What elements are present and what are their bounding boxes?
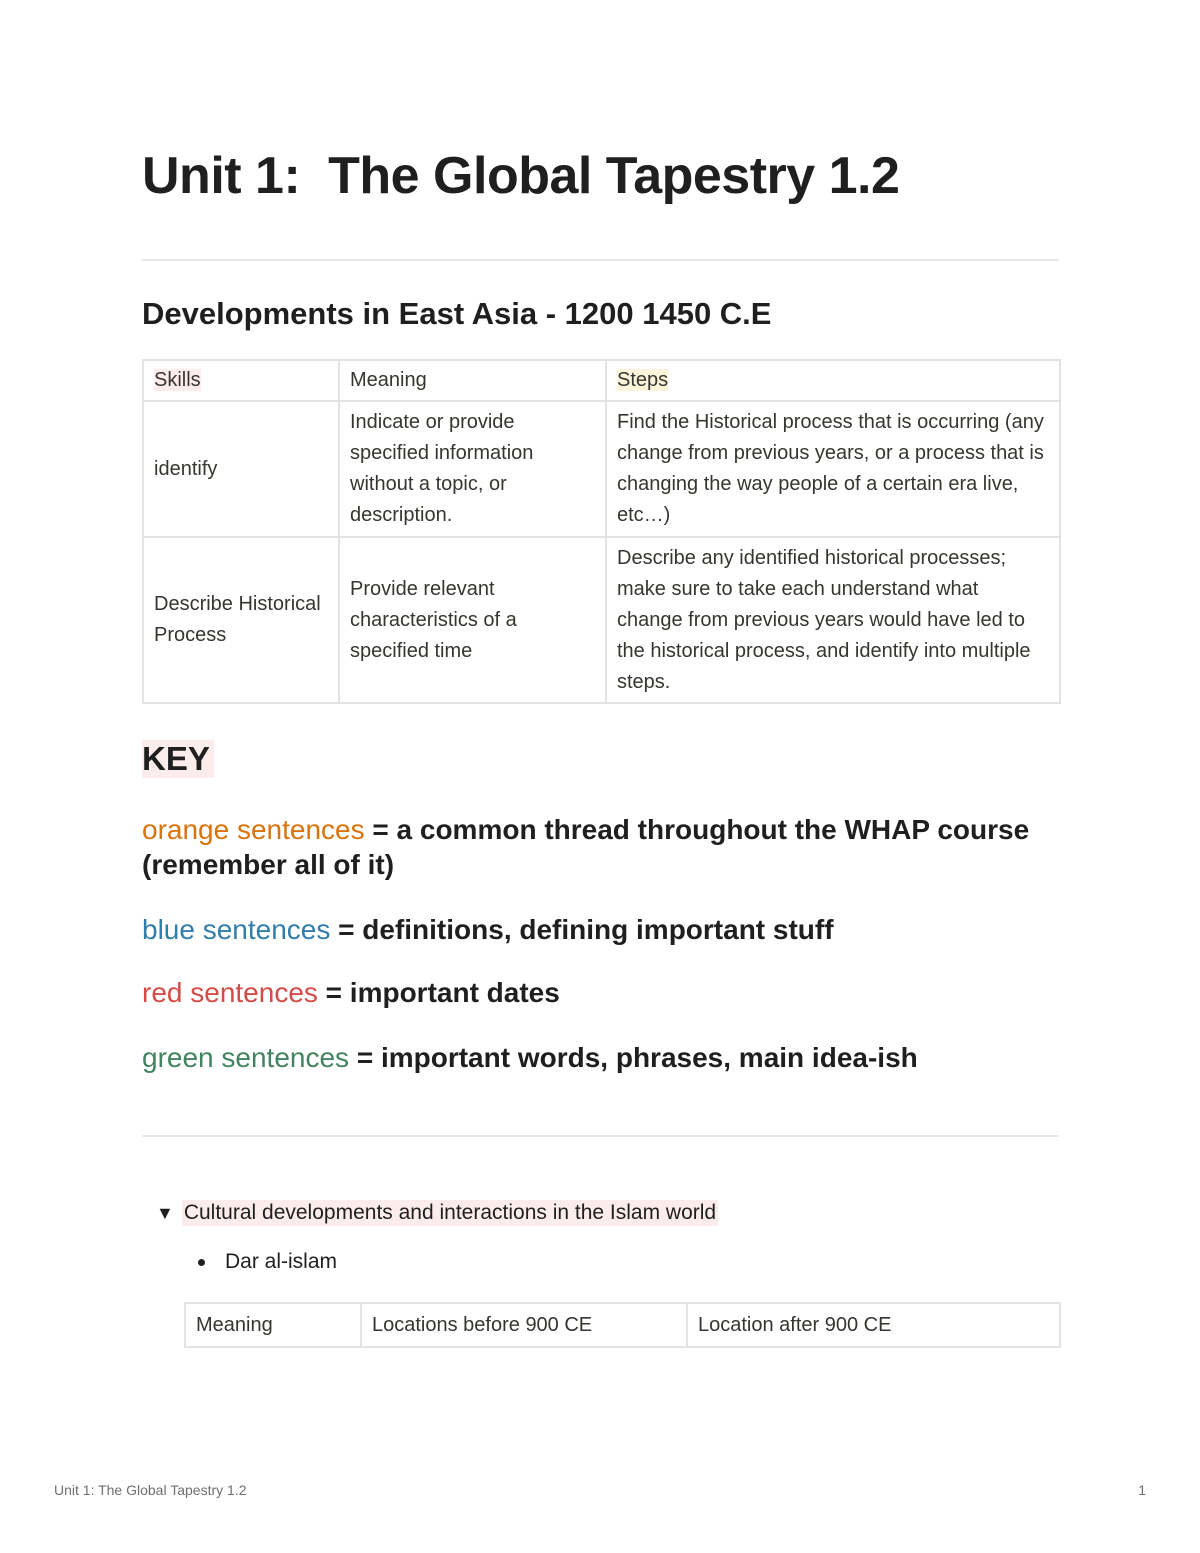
divider — [142, 1135, 1059, 1137]
key-heading: KEY — [142, 740, 214, 778]
divider — [142, 259, 1059, 261]
header-locations-before: Locations before 900 CE — [361, 1303, 687, 1347]
page-number: 1 — [1138, 1482, 1146, 1498]
table-header-row — [185, 1303, 1060, 1347]
steps-cell: Describe any identified historical processes; make sure to take each understand what change from previous years would have led to the historical process, and identify into multiple steps. — [606, 537, 1060, 703]
key-colored-label: green sentences — [142, 1042, 350, 1073]
footer-title: Unit 1: The Global Tapestry 1.2 — [54, 1482, 247, 1498]
meaning-cell: Indicate or provide specified information without a topic, or description. — [339, 401, 606, 537]
header-skills: Skills — [154, 369, 201, 391]
dar-al-islam-table — [184, 1302, 1061, 1348]
key-colored-label: orange sentences — [142, 814, 365, 845]
header-meaning: Meaning — [185, 1303, 361, 1347]
steps-cell: Find the Historical process that is occurring (any change from previous years, or a process that is changing the way people of a certain era live, etc…) — [606, 401, 1060, 537]
key-description: = definitions, defining important stuff — [330, 914, 834, 945]
key-item-green — [142, 1040, 1059, 1075]
key-description: = important dates — [317, 977, 560, 1008]
table-header-cell — [143, 360, 339, 401]
key-item-orange — [142, 812, 1059, 882]
table-header-cell — [339, 360, 606, 401]
meaning-cell: Provide relevant characteristics of a specified time — [339, 537, 606, 703]
table-header-cell — [606, 360, 1060, 401]
header-steps: Steps — [617, 369, 669, 391]
skill-cell: identify — [143, 401, 339, 537]
key-item-red — [142, 975, 1059, 1010]
toggle-block[interactable] — [156, 1200, 718, 1226]
table-row — [143, 401, 1060, 537]
key-description: = important words, phrases, main idea-ish — [349, 1042, 918, 1073]
page-title: Unit 1: The Global Tapestry 1.2 — [142, 147, 900, 205]
list-item — [198, 1250, 337, 1274]
header-meaning: Meaning — [350, 369, 427, 391]
key-colored-label: red sentences — [142, 977, 318, 1008]
table-header-row — [143, 360, 1060, 401]
skill-cell: Describe Historical Process — [143, 537, 339, 703]
toggle-label: Cultural developments and interactions in the Islam world — [183, 1201, 717, 1224]
key-item-blue — [142, 912, 1059, 947]
key-description: = a common thread throughout the WHAP course (remember all of it) — [142, 814, 1030, 880]
list-item-text: Dar al-islam — [225, 1250, 338, 1273]
skills-table — [142, 359, 1061, 704]
header-location-after: Location after 900 CE — [687, 1303, 1060, 1347]
table-row — [143, 537, 1060, 703]
triangle-down-icon[interactable]: ▼ — [156, 1202, 174, 1223]
bullet-icon — [198, 1259, 205, 1266]
key-colored-label: blue sentences — [142, 914, 331, 945]
section-heading: Developments in East Asia - 1200 1450 C.E — [142, 296, 772, 331]
